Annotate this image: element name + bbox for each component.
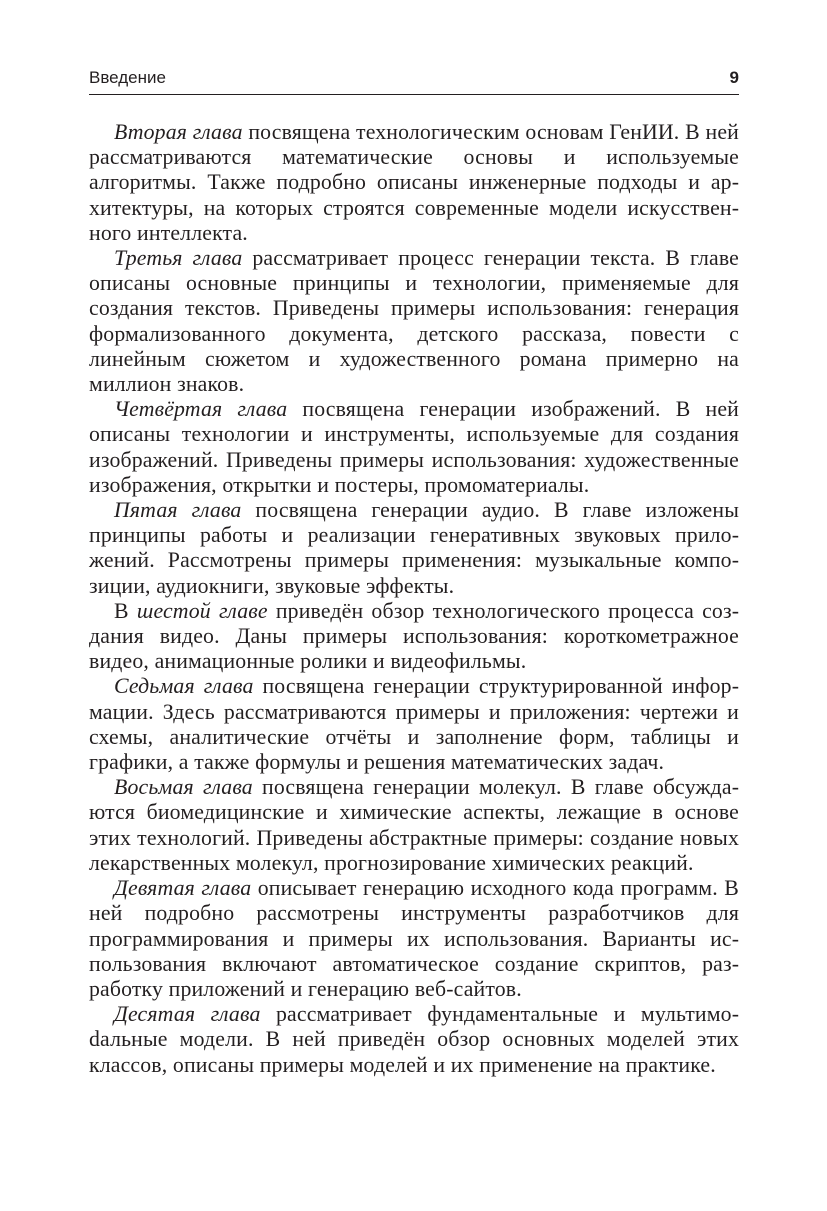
- paragraph-chapter-5: [89, 498, 739, 599]
- body-text: [89, 120, 739, 1078]
- paragraph-text: рассматривает фундаментальные и мультимоdальные модели. В ней приведён обзор основных моделей этих классов, описаны примеры моделей и их применение на практике.: [89, 1002, 739, 1077]
- paragraph-chapter-4: [89, 397, 739, 498]
- chapter-name: шестой главе: [136, 598, 268, 623]
- paragraph-text: рассматривает процесс генерации текста. В главе описаны основные принципы и технологии, применяемые для создания текстов. Приведены примеры использования: генерация формализованного документа, детского рассказа, повести с линейным сюжетом и художественного романа примерно на миллион знаков.: [89, 246, 739, 397]
- paragraph-chapter-7: [89, 674, 739, 775]
- chapter-name: Девятая глава: [114, 876, 252, 901]
- paragraph-prefix: В: [114, 598, 137, 623]
- chapter-name: Пятая глава: [114, 498, 242, 523]
- paragraph-text: посвящена технологическим основам ГенИИ. В ней рассматриваются математические основы и используемые алгоритмы. Также подробно описаны инженерные подходы и архитектуры, на которых строятся современные модели искусственного интеллекта.: [89, 120, 739, 245]
- chapter-name: Седьмая глава: [114, 674, 254, 699]
- chapter-name: Восьмая глава: [114, 775, 253, 800]
- paragraph-chapter-9: [89, 876, 739, 1002]
- chapter-name: Четвёртая глава: [114, 397, 288, 422]
- paragraph-text: посвящена генерации аудио. В главе изложены принципы работы и реализации генеративных звуковых приложений. Рассмотрены примеры применения: музыкальные композиции, аудиокниги, звуковые эффекты.: [89, 498, 739, 598]
- paragraph-text: посвящена генерации изображений. В ней описаны технологии и инструменты, используемые для создания изображений. Приведены примеры использования: художественные изображения, открытки и постеры, промоматериалы.: [89, 397, 739, 497]
- paragraph-text: описывает генерацию исходного кода программ. В ней подробно рассмотрены инструменты разработчиков для программирования и примеры их использования. Варианты использования включают автоматическое создание скриптов, разработку приложений и генерацию веб-сайтов.: [89, 876, 739, 1001]
- paragraph-chapter-8: [89, 775, 739, 876]
- paragraph-text: приведён обзор технологического процесса создания видео. Даны примеры использования: короткометражное видео, анимационные ролики и видеофильмы.: [89, 598, 739, 674]
- paragraph-chapter-6: [89, 599, 739, 675]
- chapter-name: Третья глава: [114, 246, 243, 271]
- paragraph-text: посвящена генерации структурированной информации. Здесь рассматриваются примеры и приложения: чертежи и схемы, аналитические отчёты и заполнение форм, таблицы и графики, а также формулы и решения математических задач.: [89, 674, 739, 775]
- paragraph-chapter-2: [89, 120, 739, 246]
- paragraph-chapter-10: [89, 1002, 739, 1078]
- paragraph-text: посвящена генерации молекул. В главе обсуждаются биомедицинские и химические аспекты, лежащие в основе этих технологий. Приведены абстрактные примеры: создание новых лекарственных молекул, прогнозирование химических реакций.: [89, 775, 739, 875]
- section-title: Введение: [89, 68, 166, 87]
- chapter-name: Десятая глава: [114, 1002, 261, 1027]
- page-number: 9: [729, 68, 739, 87]
- running-header: [89, 66, 739, 95]
- paragraph-chapter-3: [89, 246, 739, 397]
- chapter-name: Вторая глава: [114, 120, 243, 144]
